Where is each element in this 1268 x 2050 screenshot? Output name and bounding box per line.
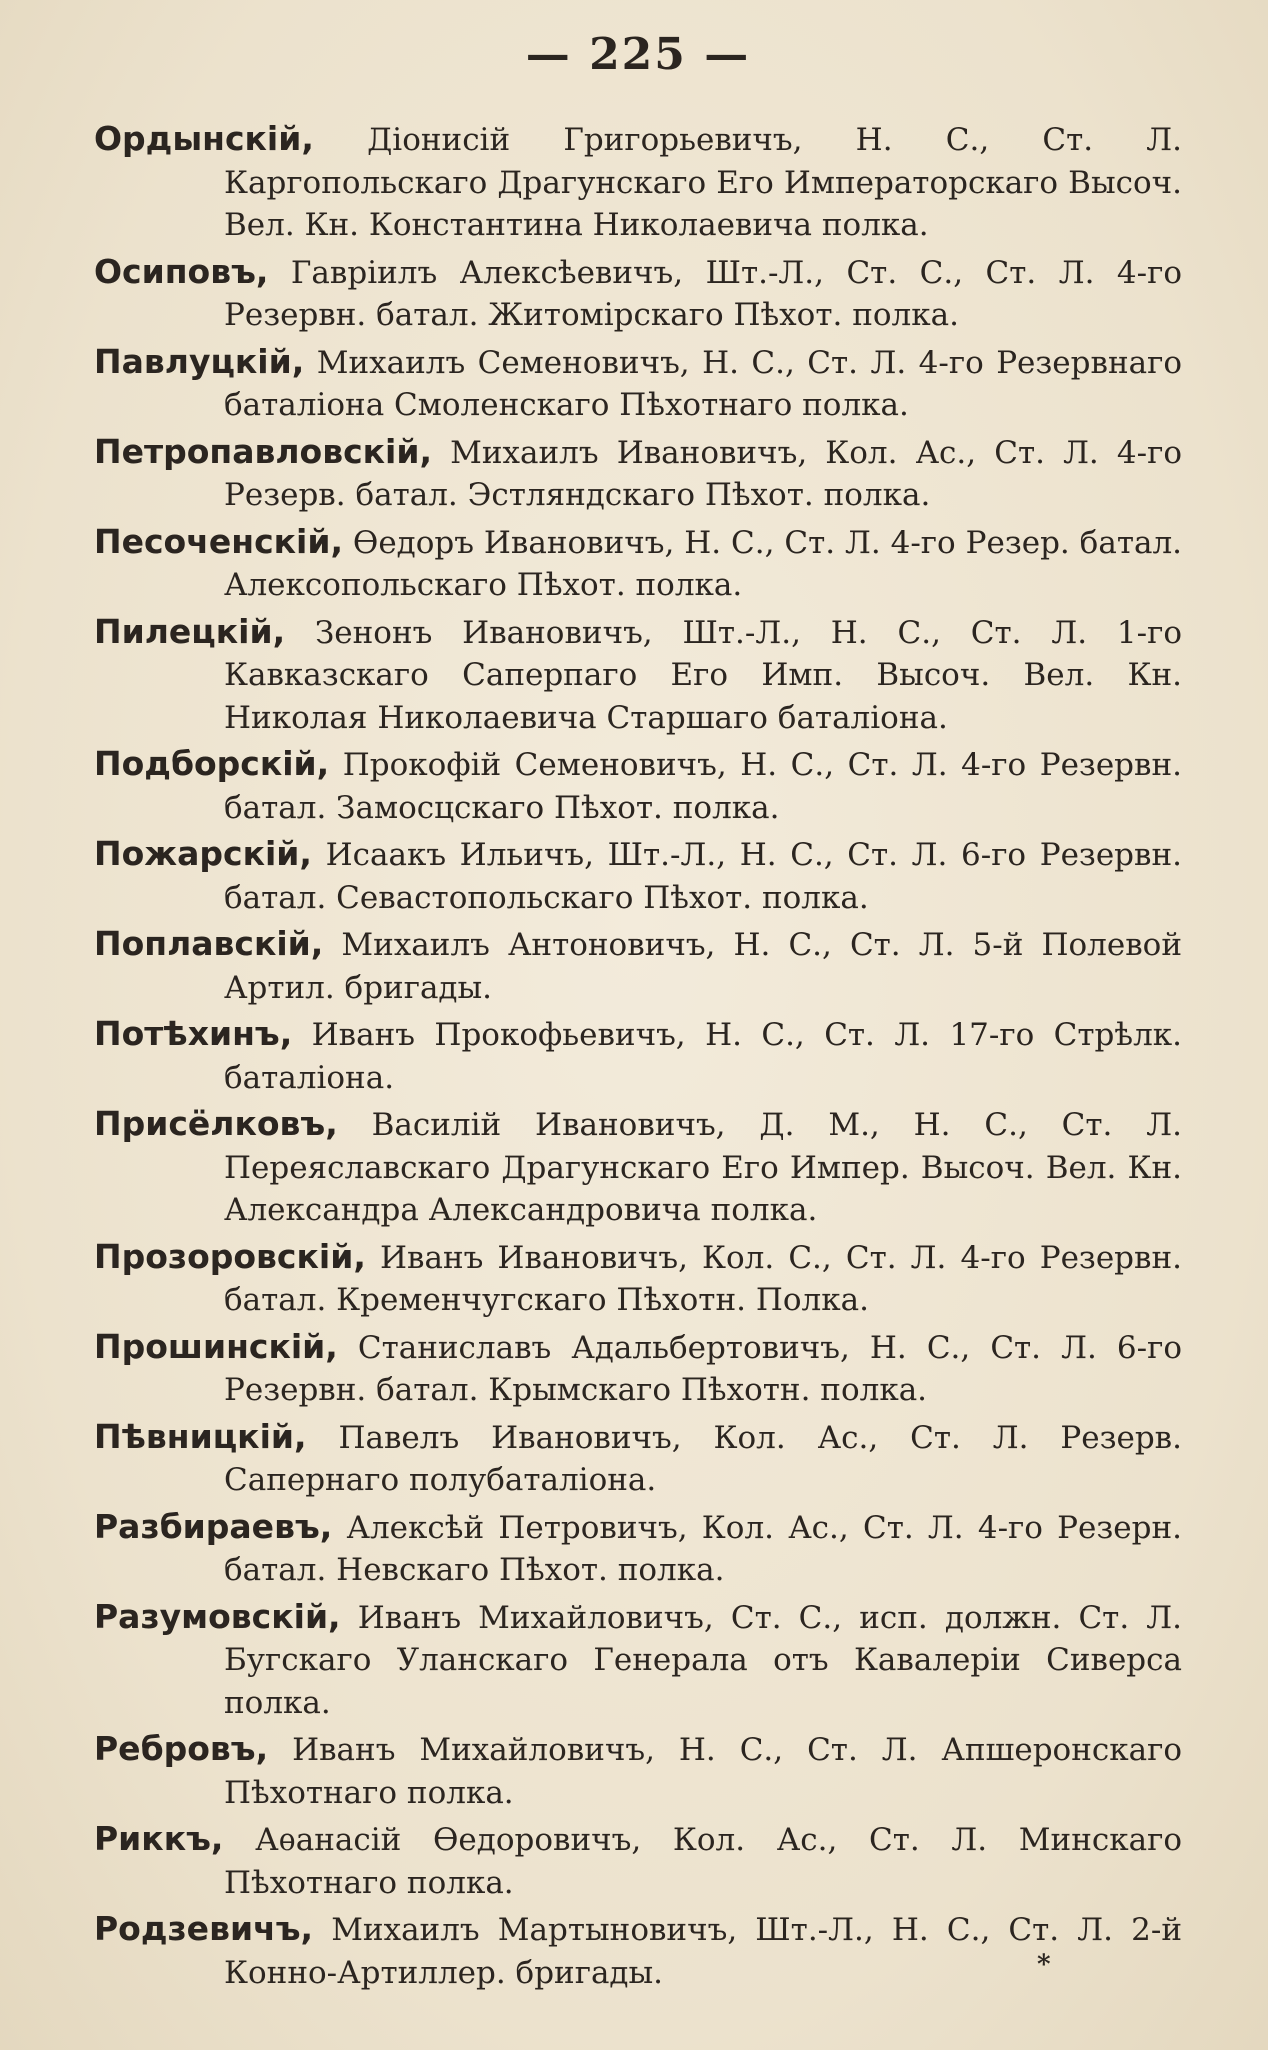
- entry: [94, 1728, 1182, 1814]
- entry-surname: Песоченскiй,: [94, 521, 343, 561]
- entry-surname: Петропавловскiй,: [94, 431, 433, 471]
- entry-list: [94, 118, 1182, 1994]
- entry-details: Исаакъ Ильичъ, Шт.-Л., Н. С., Ст. Л. 6-го Резервн. батал. Севастопольскаго Пѣхот. полка.: [224, 837, 1182, 916]
- entry: [94, 1326, 1182, 1412]
- entry: [94, 1506, 1182, 1592]
- entry: [94, 833, 1182, 919]
- entry: [94, 923, 1182, 1009]
- entry-surname: Ребровъ,: [94, 1729, 269, 1768]
- entry-surname: Павлуцкiй,: [94, 341, 305, 381]
- entry: [94, 1908, 1182, 1994]
- entry-surname: Потѣхинъ,: [94, 1014, 293, 1053]
- entry: [94, 1236, 1182, 1322]
- entry-details: Зенонъ Ивановичъ, Шт.-Л., Н. С., Ст. Л. 1-го Кавказскаго Саперпаго Его Имп. Высоч. Вел. Кн. Николая Николаевича Старшаго баталiона.: [224, 614, 1182, 736]
- entry-surname: Ордынскiй,: [94, 119, 314, 158]
- entry-details: Станиславъ Адальбертовичъ, Н. С., Ст. Л. 6-го Резервн. батал. Крымскаго Пѣхотн. полка.: [224, 1329, 1182, 1408]
- entry-details: Павелъ Ивановичъ, Кол. Ас., Ст. Л. Резерв. Сапернаго полубаталiона.: [224, 1419, 1182, 1498]
- entry-details: Прокофiй Семеновичъ, Н. С., Ст. Л. 4-го Резервн. батал. Замосцскаго Пѣхот. полка.: [224, 747, 1182, 826]
- entry-details: Гаврiилъ Алексѣевичъ, Шт.-Л., Ст. С., Ст. Л. 4-го Резервн. батал. Житомiрскаго Пѣхот. полка.: [224, 254, 1182, 333]
- entry-details: Алексѣй Петровичъ, Кол. Ас., Ст. Л. 4-го Резерн. батал. Невскаго Пѣхот. полка.: [224, 1509, 1182, 1588]
- entry-details: Иванъ Михайловичъ, Н. С., Ст. Л. Апшеронскаго Пѣхотнаго полка.: [224, 1732, 1182, 1811]
- entry-details: Иванъ Ивановичъ, Кол. С., Ст. Л. 4-го Резервн. батал. Кременчугскаго Пѣхотн. Полка.: [224, 1239, 1182, 1318]
- entry: [94, 251, 1182, 337]
- entry-details: Михаилъ Ивановичъ, Кол. Ас., Ст. Л. 4-го Резерв. батал. Эстляндскаго Пѣхот. полка.: [224, 434, 1182, 513]
- entry-surname: Пѣвницкiй,: [94, 1416, 307, 1456]
- entry-details: Дiонисiй Григорьевичъ, Н. С., Ст. Л. Каргопольскаго Драгунскаго Его Императорскаго Высоч. Вел. Кн. Константина Николаевича полка.: [224, 122, 1182, 243]
- entry-surname: Риккъ,: [94, 1819, 224, 1858]
- entry: [94, 118, 1182, 247]
- entry-surname: Пилецкiй,: [94, 611, 286, 651]
- entry: [94, 611, 1182, 740]
- entry-surname: Пожарскiй,: [94, 834, 312, 873]
- entry-surname: Присёлковъ,: [94, 1104, 338, 1143]
- entry-details: Аѳанасiй Ѳедоровичъ, Кол. Ас., Ст. Л. Минскаго Пѣхотнаго полка.: [223, 1822, 1182, 1901]
- entry: [94, 1596, 1182, 1725]
- entry-surname: Родзевичъ,: [94, 1909, 314, 1948]
- entry: [94, 1818, 1182, 1904]
- entry: [94, 431, 1182, 517]
- entry: [94, 1013, 1182, 1099]
- entry: [94, 1416, 1182, 1502]
- entry-surname: Подборскiй,: [94, 744, 330, 783]
- entry-surname: Разбираевъ,: [94, 1506, 333, 1546]
- entry-details: Ѳедоръ Ивановичъ, Н. С., Ст. Л. 4-го Резер. батал. Алексопольскаго Пѣхот. полка.: [224, 524, 1182, 603]
- footer-asterisk: *: [1037, 1950, 1051, 1980]
- entry-details: Михаилъ Мартыновичъ, Шт.-Л., Н. С., Ст. Л. 2-й Конно-Артиллер. бригады.: [224, 1912, 1182, 1991]
- entry-surname: Прозоровскiй,: [94, 1236, 366, 1276]
- page-number: — 225 —: [525, 29, 751, 80]
- entry: [94, 743, 1182, 829]
- entry: [94, 521, 1182, 607]
- entry-details: Михаилъ Антоновичъ, Н. С., Ст. Л. 5-й Полевой Артил. бригады.: [224, 927, 1182, 1006]
- entry: [94, 341, 1182, 427]
- entry-surname: Разумовскiй,: [94, 1596, 341, 1636]
- entry: [94, 1103, 1182, 1232]
- entry-surname: Прошинскiй,: [94, 1326, 338, 1366]
- entry-details: Михаилъ Семеновичъ, Н. С., Ст. Л. 4-го Резервнаго баталiона Смоленскаго Пѣхотнаго полка.: [224, 344, 1182, 423]
- entry-details: Иванъ Михайловичъ, Ст. С., исп. должн. Ст. Л. Бугскаго Уланскаго Генерала отъ Кавалерiи Сиверса полка.: [224, 1599, 1182, 1721]
- entry-surname: Осиповъ,: [94, 251, 269, 291]
- entry-surname: Поплавскiй,: [94, 924, 324, 963]
- entry-details: Иванъ Прокофьевичъ, Н. С., Ст. Л. 17-го Стрѣлк. баталiона.: [224, 1017, 1182, 1096]
- entry-details: Василiй Ивановичъ, Д. М., Н. С., Ст. Л. Переяславскаго Драгунскаго Его Импер. Высоч. Вел. Кн. Александра Александровича полка.: [224, 1107, 1182, 1228]
